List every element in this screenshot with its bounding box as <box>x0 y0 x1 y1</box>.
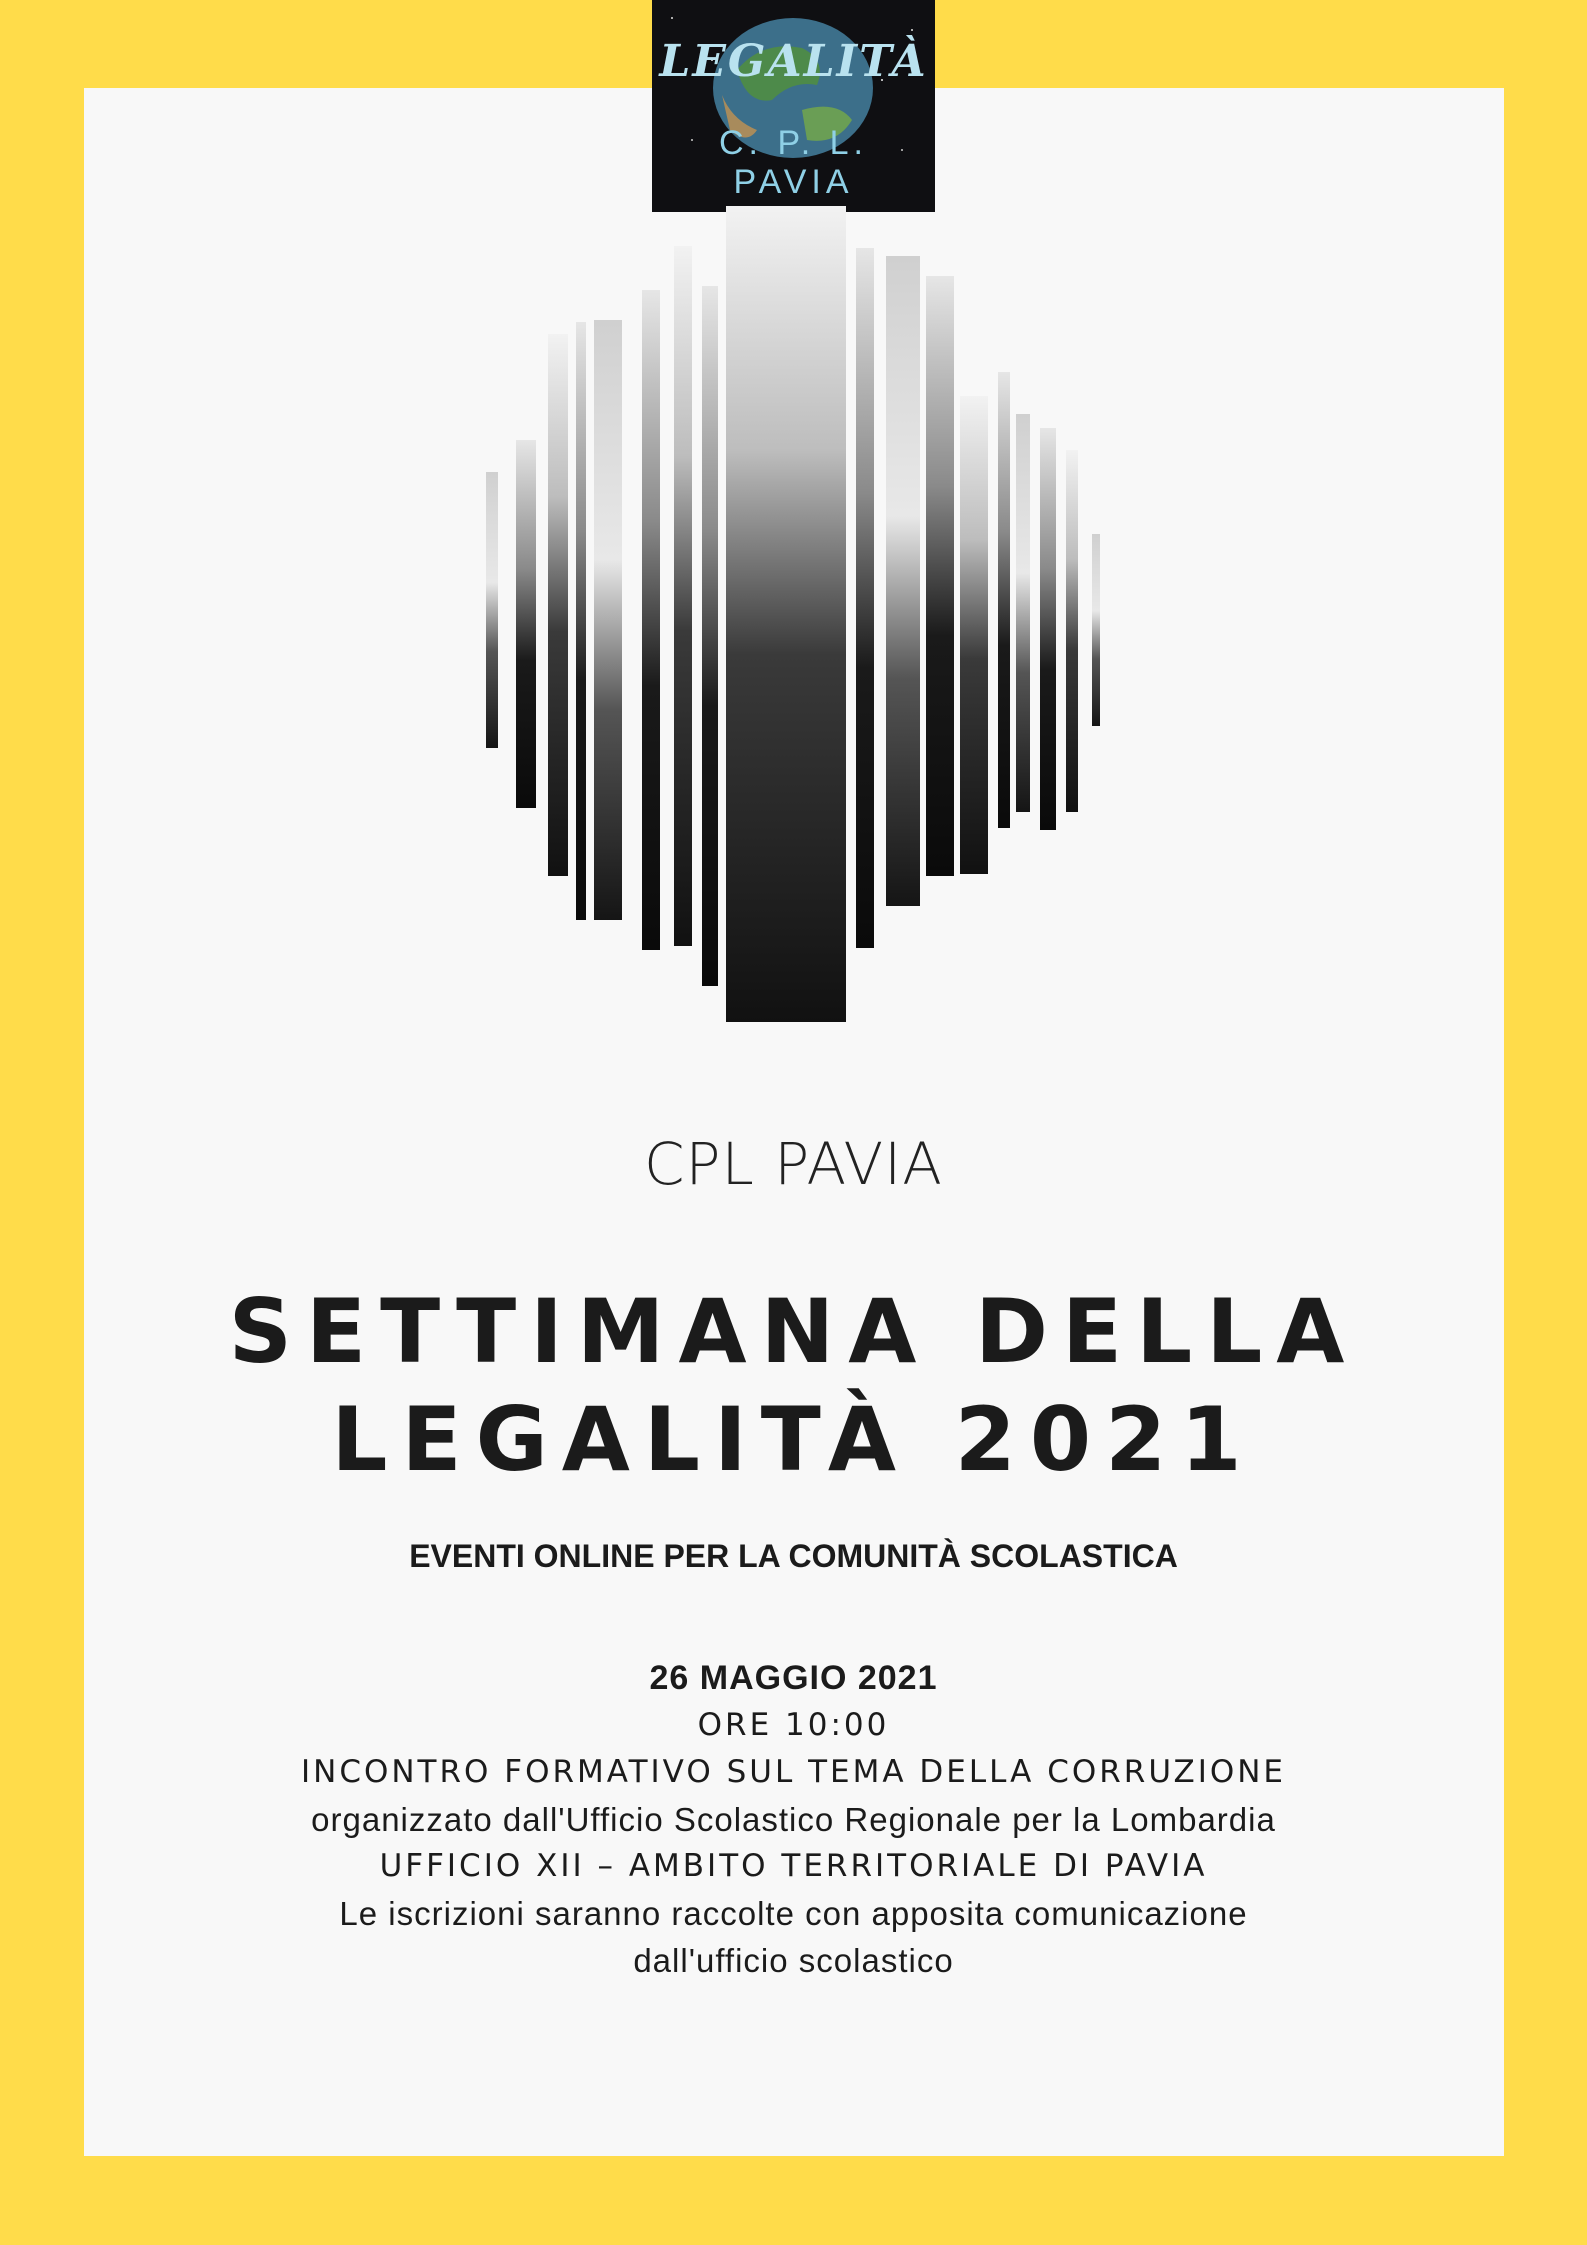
cpl-pavia-logo <box>652 0 935 212</box>
registration-line-2: dall'ufficio scolastico <box>633 1942 954 1979</box>
logo-wordmark: LEGALITÀ <box>659 36 928 87</box>
title-line-1: SETTIMANA DELLA <box>228 1280 1359 1383</box>
event-office: UFFICIO XII – AMBITO TERRITORIALE DI PAVIA <box>379 1848 1208 1884</box>
event-time: ORE 10:00 <box>697 1707 890 1743</box>
organization-subtitle: CPL PAVIA <box>644 1130 943 1198</box>
event-date: 26 MAGGIO 2021 <box>649 1659 938 1697</box>
event-organizer: organizzato dall'Ufficio Scolastico Regionale per la Lombardia <box>311 1801 1276 1838</box>
events-heading: EVENTI ONLINE PER LA COMUNITÀ SCOLASTICA <box>409 1538 1178 1574</box>
event-details <box>0 1655 1587 1984</box>
event-title: INCONTRO FORMATIVO SUL TEMA DELLA CORRUZIONE <box>300 1754 1287 1790</box>
logo-caption: C. P. L. PAVIA <box>719 124 868 201</box>
title-line-2: LEGALITÀ 2021 <box>331 1388 1256 1491</box>
poster-title <box>0 1278 1587 1494</box>
registration-line-1: Le iscrizioni saranno raccolte con apposita comunicazione <box>339 1895 1248 1932</box>
striped-portrait-image <box>480 206 1110 1026</box>
